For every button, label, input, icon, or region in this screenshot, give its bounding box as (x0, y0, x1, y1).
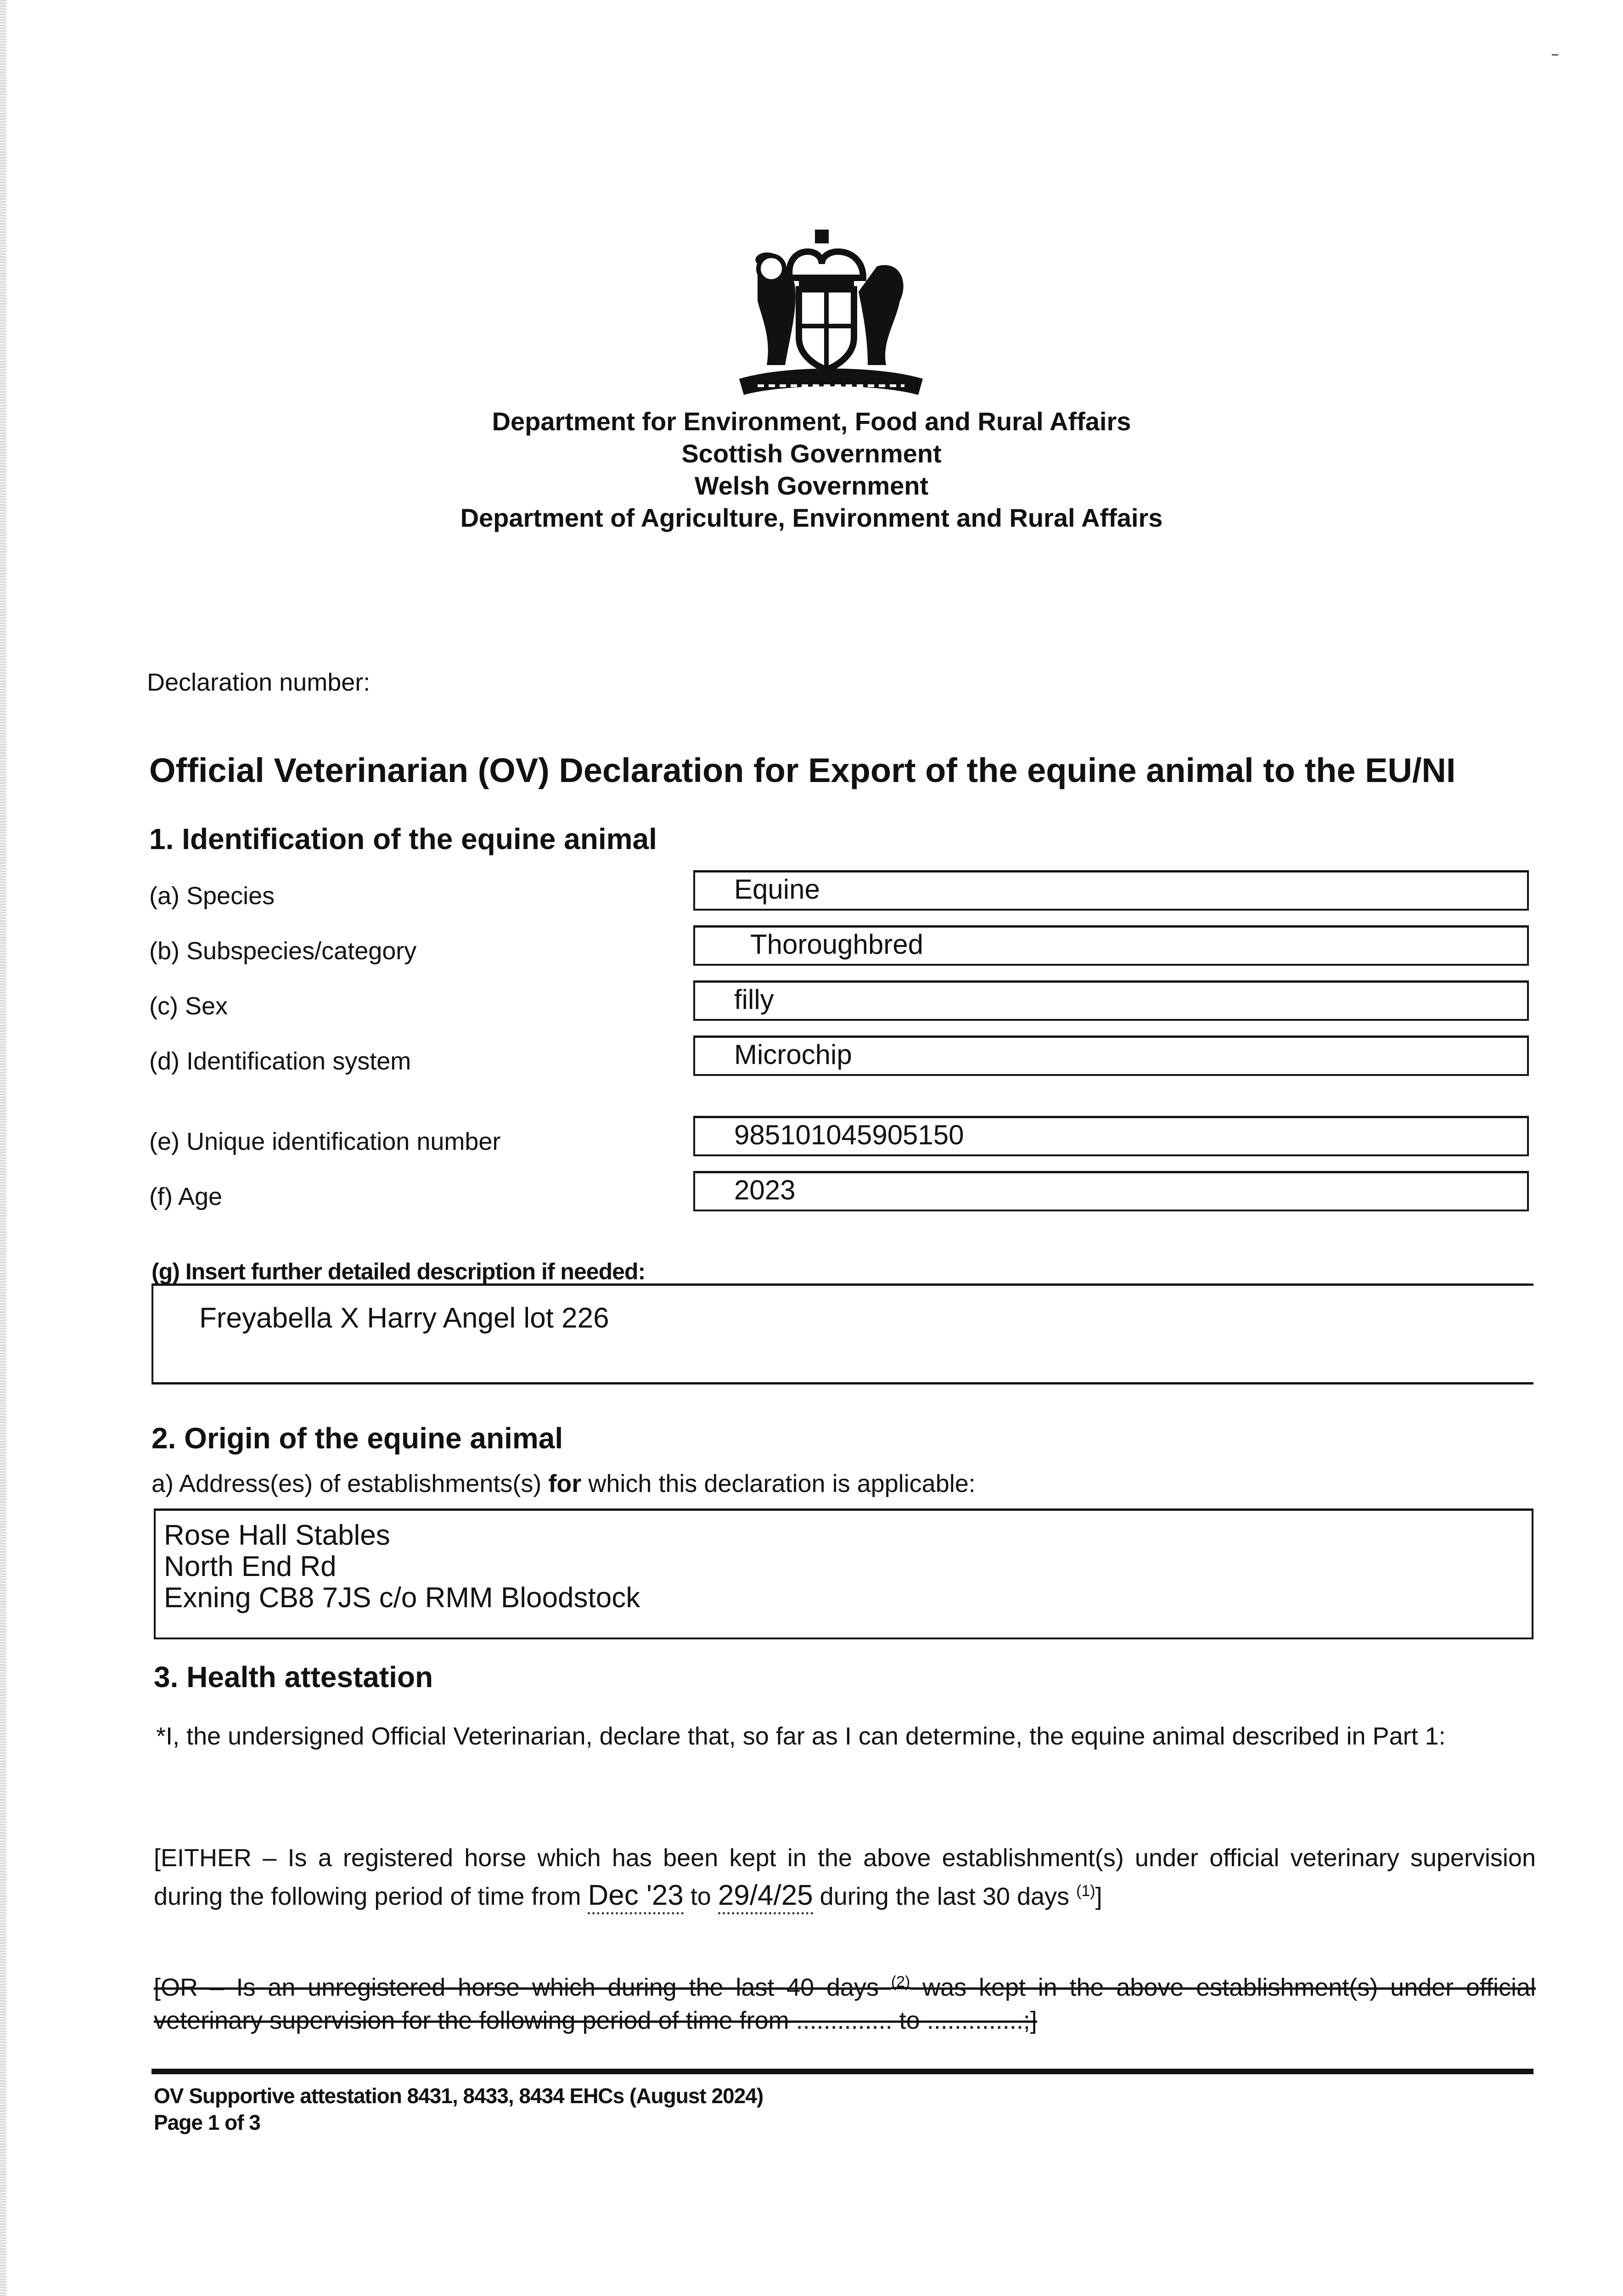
or-to-field: .............. (927, 2007, 1023, 2034)
declaration-number-label: Declaration number: (147, 669, 371, 696)
address-label-bold: for (548, 1470, 582, 1497)
description-label: (g) Insert further detailed description if needed: (152, 1259, 646, 1284)
royal-coat-of-arms-icon (730, 227, 932, 397)
section-3-heading: 3. Health attestation (154, 1660, 433, 1694)
period-from-field[interactable]: Dec '23 (588, 1879, 683, 1914)
age-label: (f) Age (149, 1183, 223, 1210)
footer (154, 2082, 763, 2136)
age-value: 2023 (734, 1175, 796, 1205)
species-field[interactable] (693, 870, 1529, 911)
scan-edge (0, 0, 6, 2296)
species-label: (a) Species (149, 882, 275, 910)
footer-reference: OV Supportive attestation 8431, 8433, 8434 EHCs (August 2024) (154, 2084, 764, 2108)
to-word: to (683, 1883, 718, 1910)
sex-value: filly (734, 984, 774, 1015)
footer-divider (152, 2069, 1533, 2074)
or-bracket-close: ;] (1023, 2007, 1037, 2034)
or-text: [OR – Is an unregistered horse which during the last 40 days (154, 1974, 891, 2001)
footnote-2: (2) (891, 1973, 910, 1991)
address-label (152, 1469, 976, 1498)
address-line: Rose Hall Stables (164, 1519, 390, 1551)
sex-label: (c) Sex (149, 992, 228, 1020)
either-clause (154, 1841, 1536, 1914)
section-1-heading: 1. Identification of the equine animal (149, 822, 657, 855)
unique-id-field[interactable] (693, 1116, 1529, 1156)
department-defra: Department for Environment, Food and Rural Affairs (492, 407, 1131, 436)
identification-system-value: Microchip (734, 1039, 852, 1070)
or-text-end: was kept in the above establishment(s) under official veterinary supervision for the following period of time from (154, 1974, 1536, 2034)
either-text-end: during the last 30 days (813, 1883, 1077, 1910)
address-field[interactable] (154, 1508, 1533, 1639)
subspecies-label: (b) Subspecies/category (149, 937, 417, 965)
species-value: Equine (734, 874, 820, 905)
address-line: North End Rd (164, 1551, 337, 1582)
description-value: Freyabella X Harry Angel lot 226 (199, 1302, 609, 1334)
address-label-text-end: which this declaration is applicable: (581, 1470, 976, 1497)
description-field[interactable] (152, 1283, 1533, 1384)
page-number: Page 1 of 3 (154, 2110, 260, 2134)
department-scottish-gov: Scottish Government (681, 439, 942, 468)
either-text: [EITHER – Is a registered horse which has been kept in the above establishment(s) under official veterinary supervision during the following period of time from (154, 1844, 1536, 1910)
document-title: Official Veterinarian (OV) Declaration for Export of the equine animal to the EU/NI (149, 751, 1456, 789)
period-to-field[interactable]: 29/4/25 (718, 1879, 813, 1914)
or-to-word: to (892, 2007, 927, 2034)
subspecies-field[interactable] (693, 925, 1529, 966)
bracket-close: ] (1095, 1883, 1102, 1910)
identification-system-label: (d) Identification system (149, 1047, 411, 1075)
unique-id-label: (e) Unique identification number (149, 1128, 501, 1155)
or-clause-struck (154, 1965, 1536, 2037)
or-from-field: .............. (796, 2007, 893, 2034)
address-label-text: a) Address(es) of establishments(s) (152, 1470, 549, 1497)
age-field[interactable] (693, 1171, 1529, 1211)
identification-system-field[interactable] (693, 1035, 1529, 1076)
footnote-1: (1) (1076, 1882, 1095, 1900)
department-daera: Department of Agriculture, Environment and Rural Affairs (460, 503, 1163, 532)
section-2-heading: 2. Origin of the equine animal (152, 1422, 563, 1455)
address-line: Exning CB8 7JS c/o RMM Bloodstock (164, 1582, 640, 1614)
department-welsh-gov: Welsh Government (694, 471, 929, 500)
scan-mark (1552, 54, 1558, 56)
subspecies-value: Thoroughbred (750, 929, 923, 960)
attestation-intro: *I, the undersigned Official Veterinarian, declare that, so far as I can determine, the equine animal described in Part 1: (156, 1722, 1446, 1750)
sex-field[interactable] (693, 980, 1529, 1021)
unique-id-value: 985101045905150 (734, 1120, 964, 1150)
